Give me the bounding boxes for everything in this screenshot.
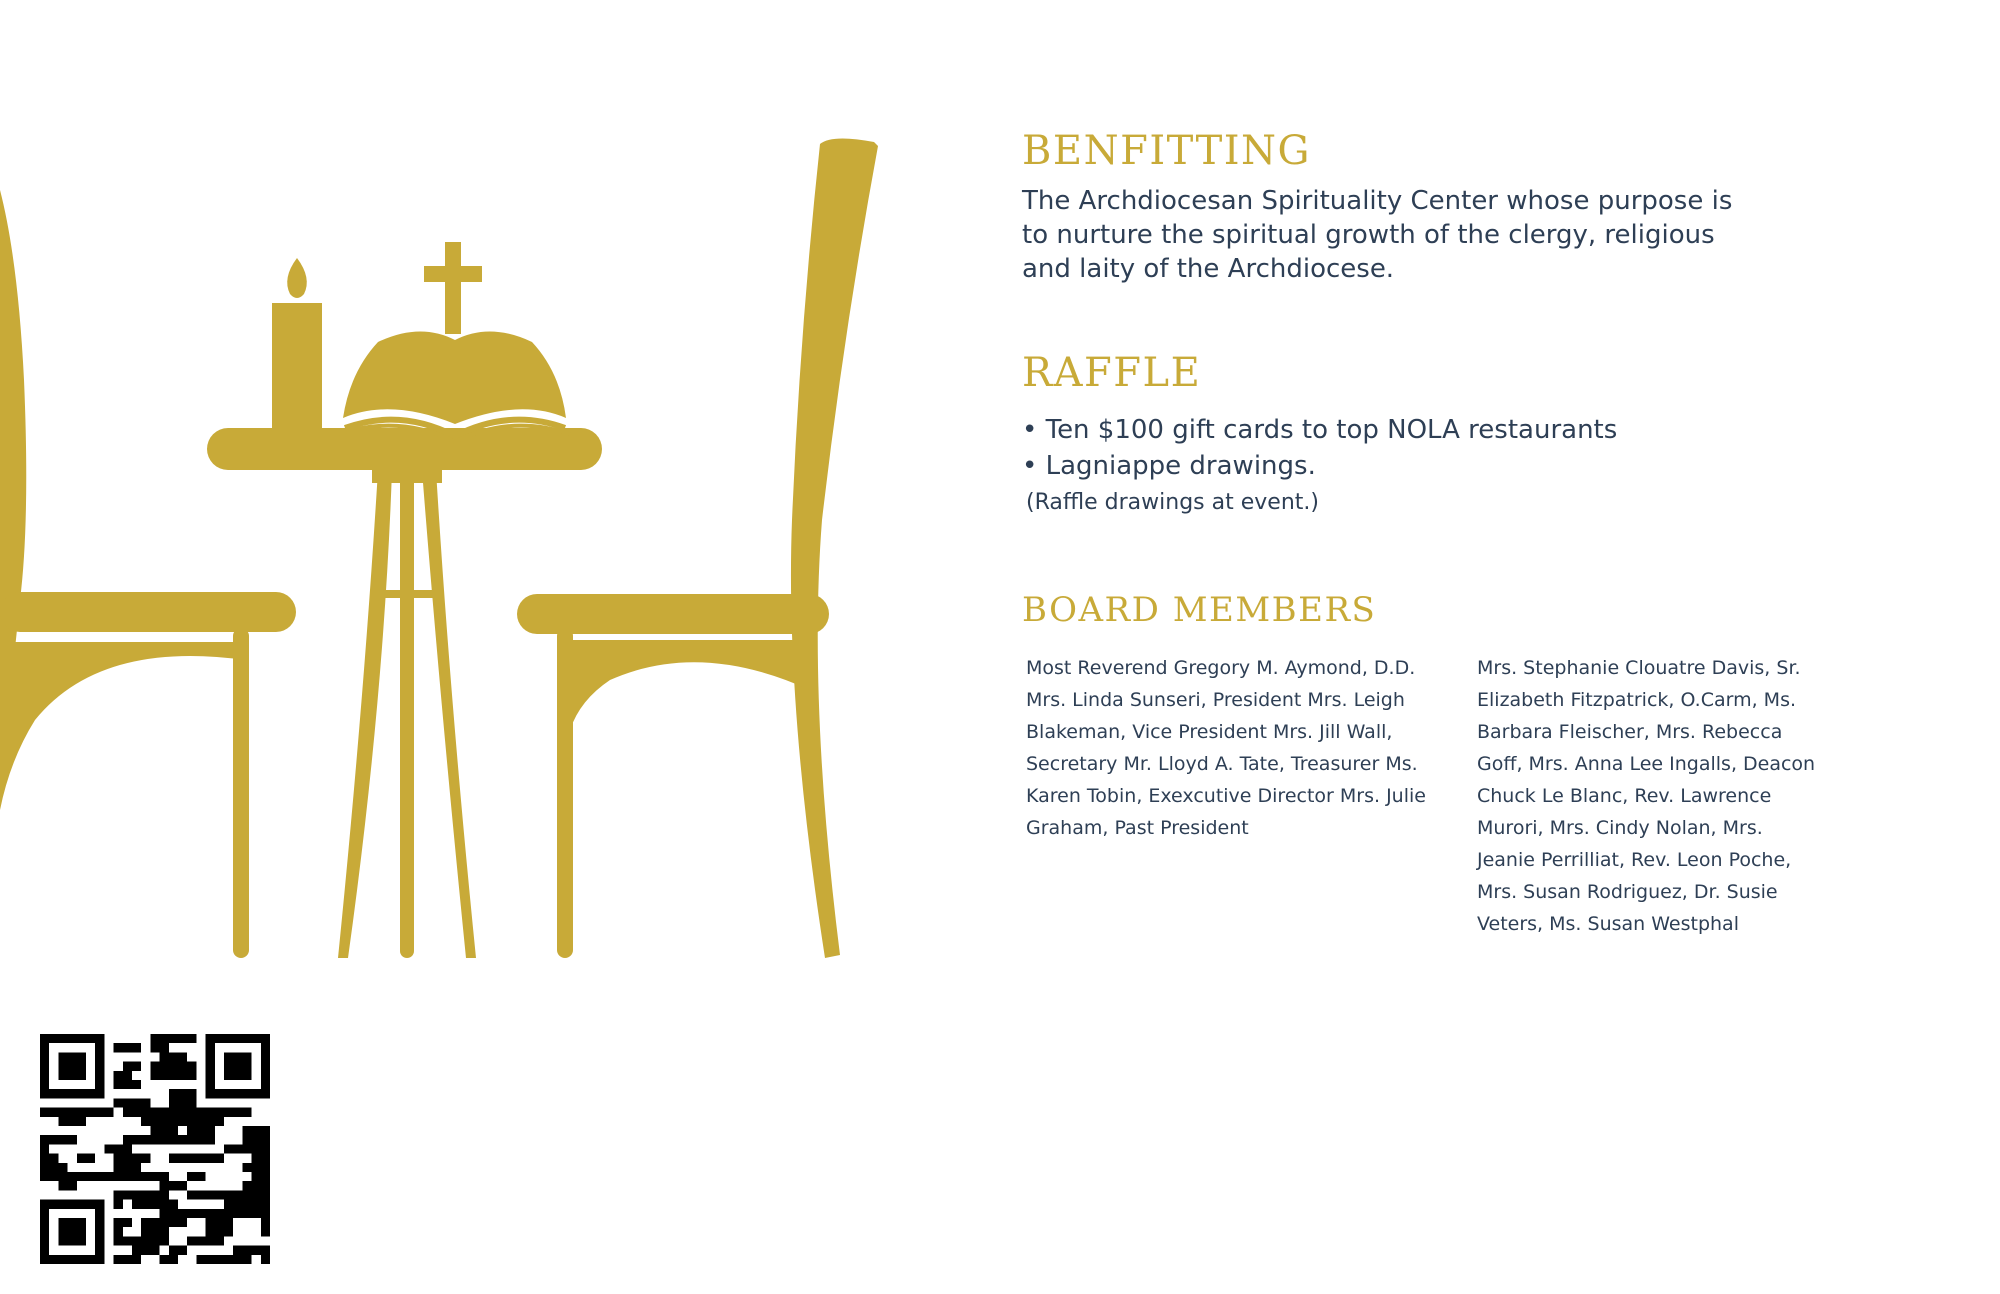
left-chair-icon bbox=[0, 190, 296, 958]
table-icon bbox=[207, 428, 602, 958]
raffle-item: • Lagniappe drawings. bbox=[1022, 451, 1316, 481]
raffle-heading: RAFFLE bbox=[1022, 350, 1202, 396]
board-members-heading: BOARD MEMBERS bbox=[1022, 590, 1377, 630]
board-members-column-1: Most Reverend Gregory M. Aymond, D.D. Mrs. Linda Sunseri, President Mrs. Leigh Blakeman, Vice President Mrs. Jill Wall, Secretary Mr. Lloyd A. Tate, Treasurer Ms. Karen Tobin, Exexcutive Director Mrs. Julie Graham, Past President bbox=[1026, 657, 1426, 839]
raffle-list bbox=[1022, 412, 1617, 484]
benefitting-text: The Archdiocesan Spirituality Center whose purpose is to nurture the spiritual growth of the clergy, religious and laity of the Archdiocese. bbox=[1022, 186, 1733, 284]
bible-icon bbox=[338, 331, 570, 442]
cross-icon bbox=[424, 242, 482, 334]
right-chair-icon bbox=[517, 138, 878, 958]
qr-code-icon[interactable] bbox=[40, 1034, 270, 1264]
raffle-note: (Raffle drawings at event.) bbox=[1026, 490, 1319, 515]
board-members-column-2: Mrs. Stephanie Clouatre Davis, Sr. Elizabeth Fitzpatrick, O.Carm, Ms. Barbara Fleischer, Mrs. Rebecca Goff, Mrs. Anna Lee Ingalls, Deacon Chuck Le Blanc, Rev. Lawrence Murori, Mrs. Cindy Nolan, Mrs. Jeanie Perrilliat, Rev. Leon Poche, Mrs. Susan Rodriguez, Dr. Susie Veters, Ms. Susan Westphal bbox=[1477, 657, 1816, 935]
raffle-item: • Ten $100 gift cards to top NOLA restaurants bbox=[1022, 415, 1618, 445]
table-chairs-illustration bbox=[0, 0, 900, 980]
benefitting-heading: BENFITTING bbox=[1022, 128, 1312, 174]
candle-icon bbox=[272, 258, 322, 431]
